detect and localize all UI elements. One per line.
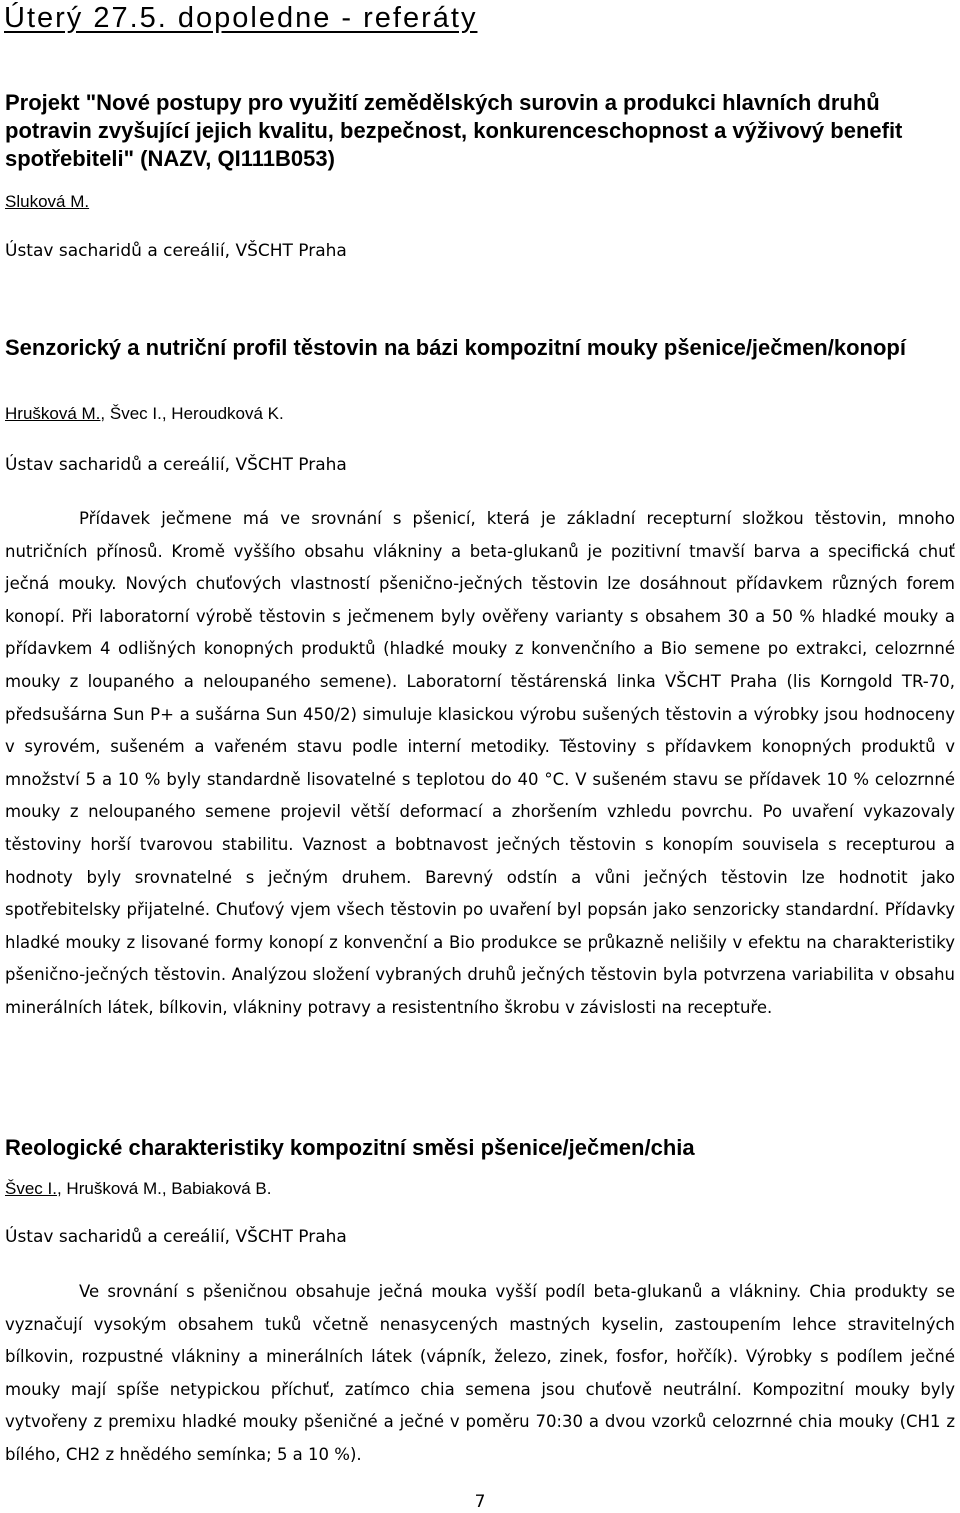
authors-project <box>5 192 89 212</box>
abstract-pasta-profile: Přídavek ječmene má ve srovnání s pšenicí, která je základní recepturní složkou těstovin, mnoho nutričních přínosů. Kromě vyššího obsahu vlákniny a beta-glukanů je pozitivní tmavší barva a specifická chuť ječná mouky. Nových chuťových vlastností pšenično-ječných těstovin lze dosáhnout přídavkem různých forem konopí. Při laboratorní výrobě těstovin s ječmenem byly ověřeny varianty s obsahem 30 a 50 % hladké mouky a přídavkem 4 odlišných konopných produktů (hladké mouky z konvenčního a Bio semene po extrakci, celozrnné mouky z loupaného a neloupaného semene). Laboratorní těstárenská linka VŠCHT Praha (lis Korngold TR-70, předsušárna Sun P+ a sušárna Sun 450/2) simuluje klasickou výrobu sušených těstovin a výrobky jsou hodnoceny v syrovém, sušeném a vařeném stavu podle interní metodiky. Těstoviny s přídavkem konopných produktů v množství 5 a 10 % byly standardně lisovatelné s teplotou do 40 °C. V sušeném stavu se přídavek 10 % celozrnné mouky z neloupaného semene projevil větší deformací a zhoršením vzhledu povrchu. Po uvaření vykazovaly těstoviny horší tvarovou stabilitu. Vaznost a bobtnavost ječných těstovin s konopím souvisela s recepturou a hodnoty byly srovnatelné s ječným druhem. Barevný odstín a vůni ječných těstovin lze hodnotit jako spotřebitelsky přijatelné. Chuťový vjem všech těstovin po uvaření byl popsán jako senzoricky standardní. Přídavky hladké mouky z lisované formy konopí z konvenční a Bio produkce se průkazně nelišily v efektu na charakteristiky pšenično-ječných těstovin. Analýzou složení vybraných druhů ječných těstovin byla potvrzena variabilita v obsahu minerálních látek, bílkovin, vlákniny potravy a resistentního škrobu v závislosti na receptuře. <box>5 509 955 1017</box>
author: Heroudková K. <box>171 404 284 423</box>
author: Hrušková M. <box>66 1179 162 1198</box>
presenting-author: Švec I. <box>5 1179 57 1198</box>
author-separator: , <box>100 404 110 423</box>
presenting-author: Hrušková M. <box>5 404 101 423</box>
author: Švec I. <box>109 404 162 423</box>
affiliation-project: Ústav sacharidů a cereálií, VŠCHT Praha <box>5 241 347 261</box>
author: Babiaková B. <box>171 1179 272 1198</box>
author-separator: , <box>161 404 172 423</box>
section-title-pasta-profile: Senzorický a nutriční profil těstovin na bázi kompozitní mouky pšenice/ječmen/konopí <box>5 335 906 360</box>
authors-pasta-profile <box>5 404 284 424</box>
presenting-author: Sluková M. <box>5 192 90 211</box>
author-separator: , <box>56 1179 67 1198</box>
affiliation-rheology: Ústav sacharidů a cereálií, VŠCHT Praha <box>5 1227 347 1247</box>
author-separator: , <box>161 1179 172 1198</box>
page-number: 7 <box>474 1492 486 1512</box>
abstract-rheology: Ve srovnání s pšeničnou obsahuje ječná mouka vyšší podíl beta-glukanů a vlákniny. Chia produkty se vyznačují vysokým obsahem tuků včetně nenasycených mastných kyselin, zastoupením lehce stravitelných bílkovin, rozpustné vlákniny a minerálních látek (vápník, železo, zinek, fosfor, hořčík). Výrobky s podílem ječné mouky mají spíše netypickou příchuť, zatímco chia semena jsou chuťově neutrální. Kompozitní mouky byly vytvořeny z premixu hladké mouky pšeničné a ječné v poměru 70:30 a dvou vzorků celozrnné chia mouky (CH1 z bílého, CH2 z hnědého semínka; 5 a 10 %). <box>5 1282 955 1464</box>
day-heading: Úterý 27.5. dopoledne - referáty <box>4 2 478 34</box>
affiliation-pasta-profile: Ústav sacharidů a cereálií, VŠCHT Praha <box>5 455 347 475</box>
section-title-project: Projekt "Nové postupy pro využití zemědělských surovin a produkci hlavních druhů potravin zvyšující jejich kvalitu, bezpečnost, konkurenceschopnost a výživový benefit spotřebiteli" (NAZV, QI111B053) <box>5 90 903 171</box>
section-title-rheology: Reologické charakteristiky kompozitní směsi pšenice/ječmen/chia <box>5 1135 695 1160</box>
authors-rheology <box>5 1179 271 1199</box>
